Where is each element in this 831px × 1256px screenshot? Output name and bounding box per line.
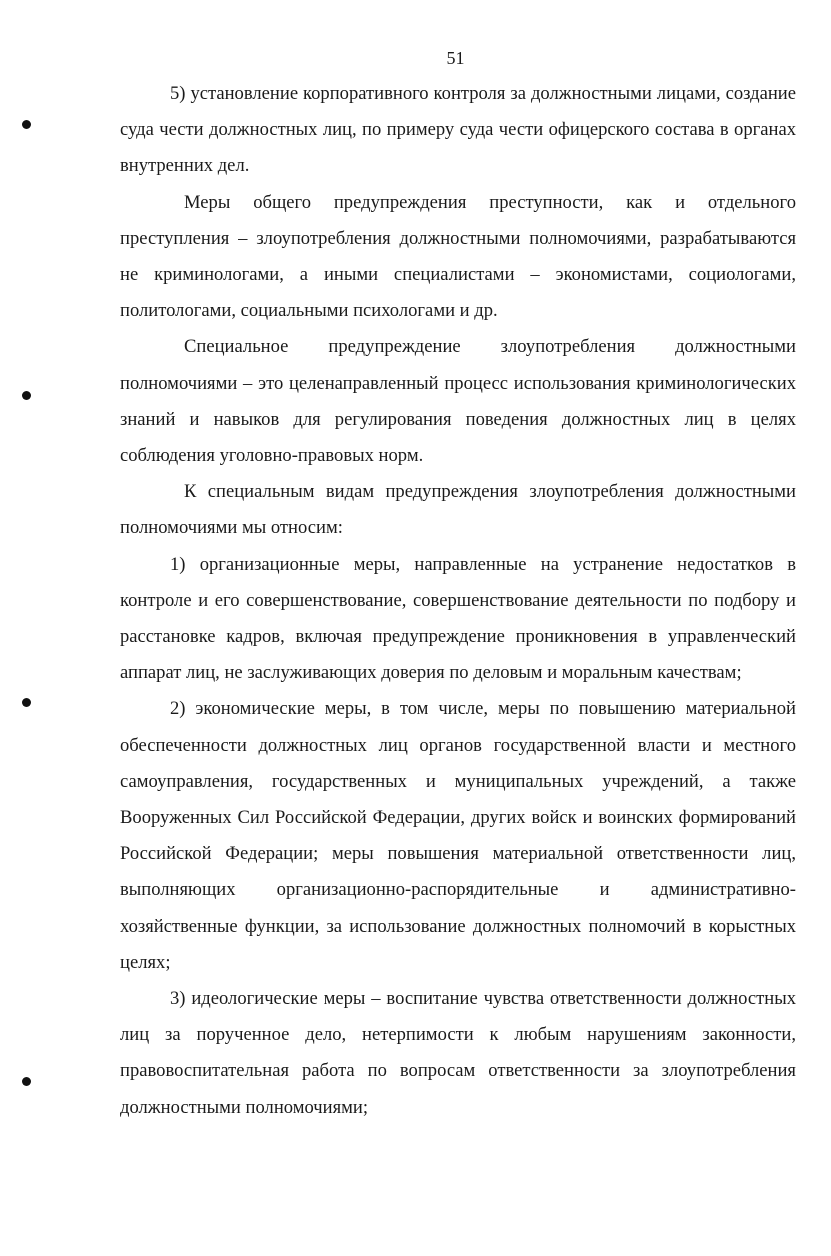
page-number: 51	[446, 48, 465, 68]
paragraph-1: 5) установление корпоративного контроля за должностными лицами, создание суда чести должностных лиц, по примеру суда чести офицерского состава в органах внутренних дел.	[120, 83, 796, 177]
punch-hole-2	[22, 391, 31, 400]
paragraph-6: 2) экономические меры, в том числе, меры по повышению материальной обеспеченности должностных лиц органов государственной власти и местного самоуправления, государственных и муниципальных учреждений, а также Вооруженных Сил Российской Федерации, других войск и воинских формирований Российской Федерации; меры повышения материальной ответственности лиц, выполняющих организационно-распорядительные и административно-хозяйственные функции, за использование должностных полномочий в корыстных целях;	[120, 698, 796, 973]
punch-hole-3	[22, 698, 31, 707]
punch-hole-4	[22, 1077, 31, 1086]
paragraph-3: Специальное предупреждение злоупотребления должностными полномочиями – это целенаправленный процесс использования криминологических знаний и навыков для регулирования поведения должностных лиц в целях соблюдения уголовно-правовых норм.	[120, 336, 796, 467]
punch-hole-1	[22, 120, 31, 129]
paragraph-7: 3) идеологические меры – воспитание чувства ответственности должностных лиц за порученное дело, нетерпимости к любым нарушениям законности, правовоспитательная работа по вопросам ответственности за злоупотребления должностными полномочиями;	[120, 988, 796, 1118]
paragraph-5: 1) организационные меры, направленные на устранение недостатков в контроле и его совершенствование, совершенствование деятельности по подбору и расстановке кадров, включая предупреждение проникновения в управленческий аппарат лиц, не заслуживающих доверия по деловым и моральным качествам;	[120, 553, 796, 684]
paragraph-4: К специальным видам предупреждения злоупотребления должностными полномочиями мы относим:	[120, 481, 796, 539]
document-body	[120, 76, 796, 1126]
paragraph-2: Меры общего предупреждения преступности, как и отдельного преступления – злоупотребления должностными полномочиями, разрабатываются не криминологами, а иными специалистами – экономистами, социологами, политологами, социальными психологами и др.	[120, 191, 796, 322]
